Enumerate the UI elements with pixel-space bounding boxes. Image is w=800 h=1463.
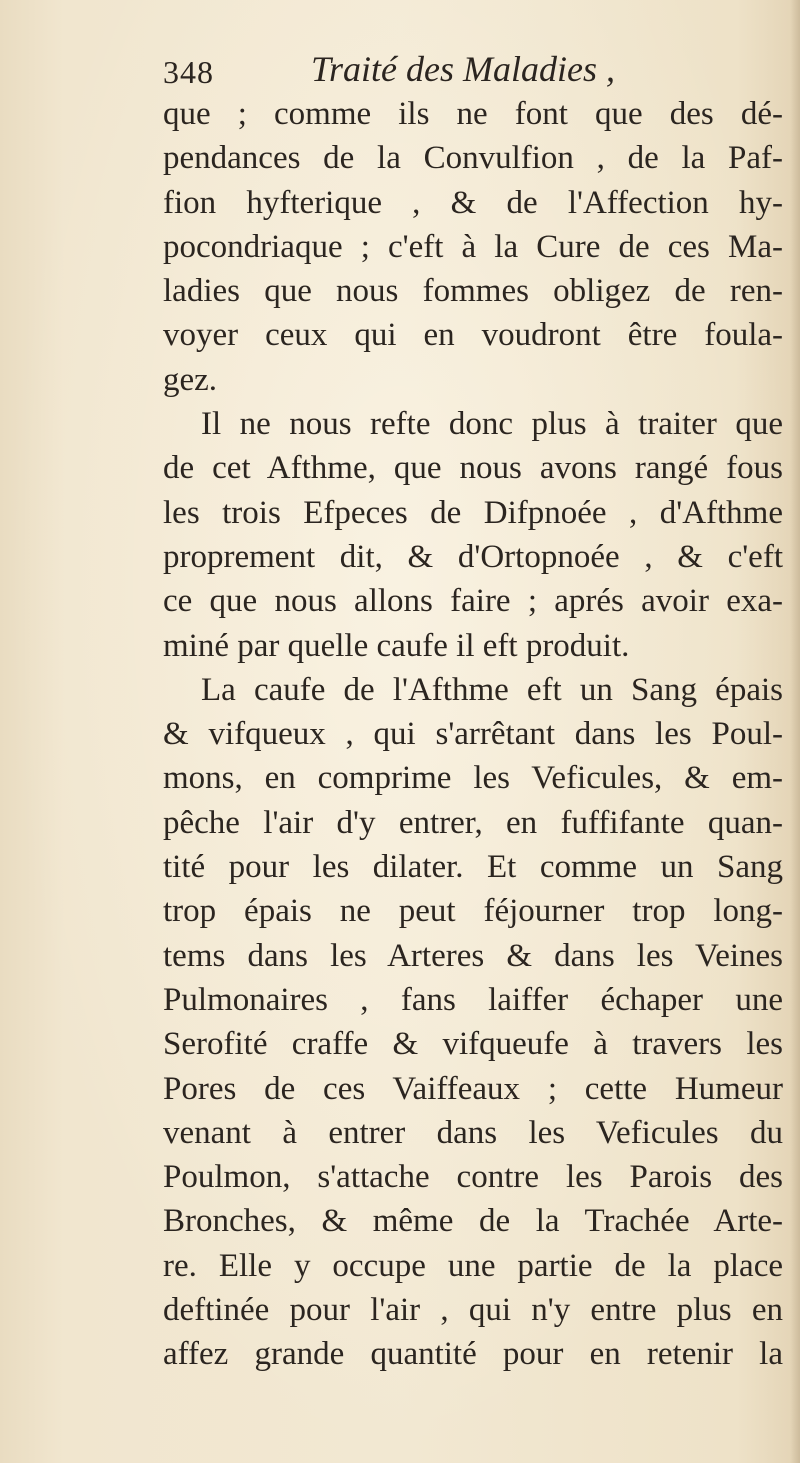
text-line: Pulmonaires , fans laiffer échaper une (163, 981, 783, 1018)
text-line: pocondriaque ; c'eft à la Cure de ces Ma- (163, 228, 783, 265)
text-line: ce que nous allons faire ; aprés avoir exa- (163, 583, 783, 620)
text-line: gez. (163, 361, 218, 398)
text-line: re. Elle y occupe une partie de la place (163, 1247, 783, 1284)
text-line: Poulmon, s'attache contre les Parois des (163, 1159, 783, 1196)
text-line: miné par quelle caufe il eft produit. (163, 627, 630, 664)
text-line: pêche l'air d'y entrer, en fuffifante quan- (163, 804, 783, 841)
page-number: 348 (163, 54, 214, 90)
page-header (163, 48, 723, 92)
text-line: mons, en comprime les Veficules, & em- (163, 760, 783, 797)
text-line: & vifqueux , qui s'arrêtant dans les Poul- (163, 716, 783, 753)
page-edge-shadow (790, 0, 800, 1463)
text-line: tems dans les Arteres & dans les Veines (163, 937, 783, 974)
body-text (163, 92, 783, 1377)
text-line: Bronches, & même de la Trachée Arte- (163, 1203, 783, 1240)
text-line: proprement dit, & d'Ortopnoée , & c'eft (163, 538, 783, 575)
text-line: que ; comme ils ne font que des dé- (163, 96, 783, 132)
text-line: venant à entrer dans les Veficules du (163, 1114, 783, 1151)
text-line: de cet Afthme, que nous avons rangé fous (163, 450, 783, 487)
text-line: affez grande quantité pour en retenir la (163, 1336, 783, 1373)
text-line: Serofité craffe & vifqueufe à travers les (163, 1026, 783, 1063)
text-line: voyer ceux qui en voudront être foula- (163, 317, 783, 354)
running-head: Traité des Maladies , (311, 49, 615, 89)
text-line: trop épais ne peut féjourner trop long- (163, 893, 783, 930)
text-line: tité pour les dilater. Et comme un Sang (163, 849, 783, 886)
text-line: Pores de ces Vaiffeaux ; cette Humeur (163, 1070, 783, 1107)
paragraph-start: La caufe de l'Afthme eft un Sang épais (201, 671, 783, 708)
paragraph-start: Il ne nous refte donc plus à traiter que (201, 406, 783, 443)
text-line: ladies que nous fommes obligez de ren- (163, 273, 783, 310)
text-line: fion hyfterique , & de l'Affection hy- (163, 184, 783, 221)
text-line: pendances de la Convulfion , de la Paf- (163, 140, 783, 177)
text-line: les trois Efpeces de Difpnoée , d'Afthme (163, 494, 783, 531)
text-line: deftinée pour l'air , qui n'y entre plus en (163, 1292, 783, 1329)
